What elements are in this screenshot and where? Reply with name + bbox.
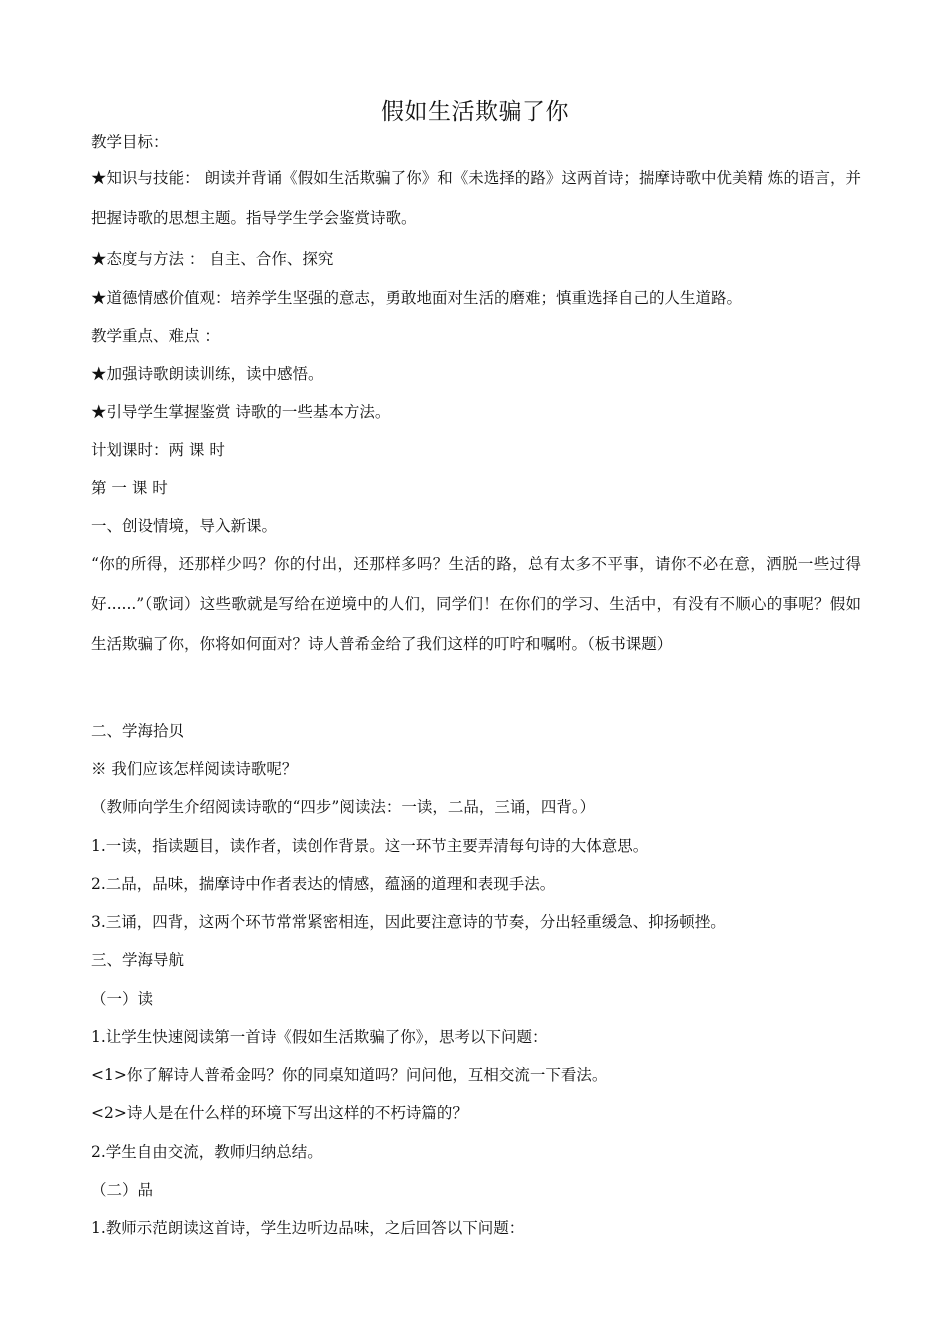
section-2-heading: 二、学海拾贝	[91, 722, 185, 740]
section-1-body: “你的所得，还那样少吗？你的付出，还那样多吗？生活的路，总有太多不平事，请你不必在意，洒脱一些过得好......”（歌词）这些歌就是写给在逆境中的人们，同学们！在你们的学习、生活中，有没有不顺心的事呢？假如生活欺骗了你，你将如何面对？诗人普希金给了我们这样的叮咛和嘱咐。（板书课题）	[91, 555, 861, 653]
key-points-heading: 教学重点、难点 ：	[91, 327, 220, 345]
read-question-1: <1>你了解诗人普希金吗？你的同桌知道吗？问问他，互相交流一下看法。	[91, 1066, 608, 1084]
section-2-question: ※ 我们应该怎样阅读诗歌呢？	[91, 760, 298, 778]
section-2-step-1: 1.一读，指读题目，读作者，读创作背景。这一环节主要弄清每句诗的大体意思。	[91, 837, 649, 855]
section-1-heading: 一、创设情境，导入新课。	[91, 517, 278, 535]
taste-subheading: （二）品	[91, 1181, 154, 1199]
section-2-intro: （教师向学生介绍阅读诗歌的“四步”阅读法：一读，二品，三诵，四背。）	[91, 798, 596, 816]
section-2-step-3: 3.三诵，四背，这两个环节常常紧密相连，因此要注意诗的节奏，分出轻重缓急、抑扬顿挫。	[91, 913, 726, 931]
read-subheading: （一）读	[91, 990, 154, 1008]
section-2-step-2: 2.二品，品味，揣摩诗中作者表达的情感，蕴涵的道理和表现手法。	[91, 875, 556, 893]
objective-values: ★道德情感价值观：培养学生坚强的意志，勇敢地面对生活的磨难；慎重选择自己的人生道路。	[91, 289, 743, 307]
objective-method: ★态度与方法 ： 自主、合作、探究	[91, 250, 334, 268]
planned-hours: 计划课时：两 课 时	[91, 441, 225, 459]
section-3-heading: 三、学海导航	[91, 951, 185, 969]
objective-knowledge: ★知识与技能： 朗读并背诵《假如生活欺骗了你》和《未选择的路》这两首诗；揣摩诗歌中优美精 炼的语言，并把握诗歌的思想主题。指导学生学会鉴赏诗歌。	[91, 169, 861, 227]
key-point-2: ★引导学生掌握鉴赏 诗歌的一些基本方法。	[91, 403, 391, 421]
document-title: 假如生活欺骗了你	[381, 99, 569, 125]
read-question-2: <2>诗人是在什么样的环境下写出这样的不朽诗篇的？	[91, 1104, 468, 1122]
key-point-1: ★加强诗歌朗读训练，读中感悟。	[91, 365, 324, 383]
objectives-heading: 教学目标：	[91, 133, 169, 151]
first-lesson-heading: 第 一 课 时	[91, 479, 168, 497]
taste-item-1: 1.教师示范朗读这首诗，学生边听边品味，之后回答以下问题：	[91, 1219, 525, 1237]
read-item-1: 1.让学生快速阅读第一首诗《假如生活欺骗了你》，思考以下问题：	[91, 1028, 548, 1046]
read-item-2: 2.学生自由交流，教师归纳总结。	[91, 1143, 323, 1161]
